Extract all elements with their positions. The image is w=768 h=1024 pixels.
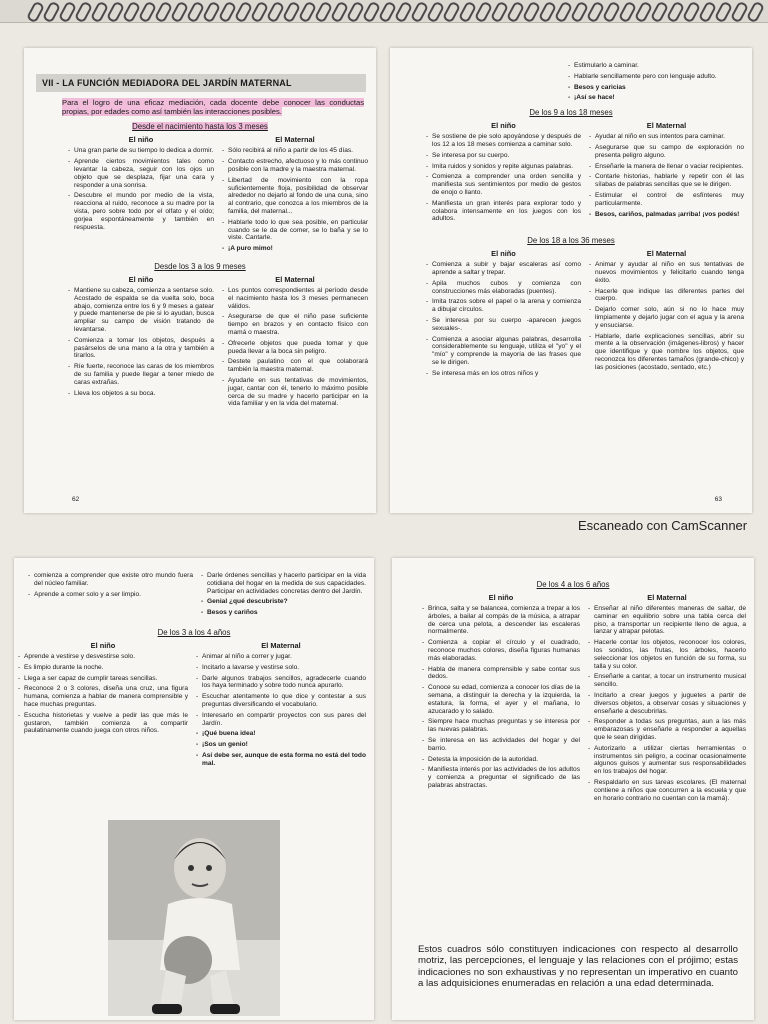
list-item: - Destete paulatino con el que colaborará también la maestra maternal.	[222, 358, 368, 374]
age-range-heading: De los 3 a los 4 años	[157, 627, 231, 637]
column-header-nino: El niño	[488, 593, 514, 602]
maternal-list	[589, 261, 744, 371]
list-item: - Aprende ciertos movimientos tales como levantar la cabeza, seguir con los ojos un objeto que se desplaza, fijar una cara y responder a una sonrisa.	[68, 158, 214, 189]
column-header-nino: El niño	[128, 135, 154, 145]
age-range-heading: Desde el nacimiento hasta los 3 meses	[132, 122, 268, 132]
list-item: - Interesarlo en compartir proyectos con sus pares del Jardín.	[196, 712, 366, 728]
list-item: - Comienza a comprender una orden sencilla y manifiesta sus sentimientos por medio de gestos de enojo o llanto.	[426, 173, 581, 196]
spiral-ring	[58, 1, 77, 23]
list-item: - Hablarle todo lo que sea posible, en particular cuando se le da de comer, se lo baña y se lo viste. Cantarle.	[222, 219, 368, 242]
nino-list	[18, 653, 188, 735]
list-item: - Besos y caricias	[568, 84, 738, 92]
list-item: - Detesta la imposición de la autoridad.	[422, 756, 580, 764]
spiral-ring	[122, 1, 141, 23]
column-header-nino: El niño	[90, 640, 116, 650]
spiral-ring	[586, 1, 605, 23]
two-column-table	[390, 249, 752, 380]
list-item: - Mantiene su cabeza, comienza a sentarse solo. Acostado de espalda se da vuelta solo, boca abajo, comienza entre los 6 y 9 meses a gatear y puede mantenerse de pie si lo ayudan, busca ampliar su campo de visión tratando de levantarse.	[68, 287, 214, 334]
list-item: - Apila muchos cubos y comienza con construcciones más elaboradas (puentes).	[426, 280, 581, 296]
list-item: - comienza a comprender que existe otro mundo fuera del núcleo familiar.	[28, 572, 193, 588]
list-item: - Imita trazos sobre el papel o la arena y comienza a dibujar círculos.	[426, 298, 581, 314]
spiral-ring	[154, 1, 173, 23]
column-header-maternal: El Maternal	[646, 121, 687, 131]
list-item: - Aprende a comer solo y a ser limpio.	[28, 591, 193, 599]
list-item: - Ofrecerle objetos que pueda tomar y que pueda llevar a la boca sin peligro.	[222, 340, 368, 356]
list-item: - Comienza a copiar el círculo y el cuadrado, reconoce muchos colores, diseña figuras humanas más elaboradas.	[422, 639, 580, 662]
page-64	[14, 558, 374, 1020]
list-item: - Asegurarse que su campo de exploración no presenta peligro alguno.	[589, 144, 744, 160]
age-range-heading: De los 9 a los 18 meses	[529, 108, 613, 118]
two-column-table	[390, 121, 752, 226]
column-header-nino: El niño	[491, 249, 516, 259]
list-item: - Genial ¿qué descubriste?	[201, 598, 366, 606]
spiral-ring	[666, 1, 685, 23]
spiral-ring	[714, 1, 733, 23]
list-item: - Darle órdenes sencillas y hacerlo participar en la vida cotidiana del hogar en la medida de sus capacidades. Participar en actividades concretas dentro del Jardín.	[201, 572, 366, 595]
maternal-list	[589, 133, 744, 218]
maternal-column	[196, 641, 366, 771]
maternal-list	[201, 572, 366, 617]
list-item: - Darle algunos trabajos sencillos, agradecerle cuando los haya terminado y sobre todo nunca apurarlo.	[196, 675, 366, 691]
list-item: - Ayudar al niño en sus intentos para caminar.	[589, 133, 744, 141]
spiral-ring	[554, 1, 573, 23]
list-item: - Se sostiene de pie solo apoyándose y después de los 12 a los 18 meses comienza a caminar solo.	[426, 133, 581, 149]
list-item: - Conoce su edad, comienza a conocer los días de la semana, a distinguir la derecha y la izquierda, la estatura, la forma, el ayer y el mañana, lo azucarado y lo salado.	[422, 684, 580, 715]
maternal-list	[222, 287, 368, 408]
list-item: - Comienza a subir y bajar escaleras así como aprende a saltar y trepar.	[426, 261, 581, 277]
nino-list	[28, 572, 193, 598]
spiral-ring	[170, 1, 189, 23]
spiral-ring	[298, 1, 317, 23]
column-header-nino: El niño	[491, 121, 516, 131]
spiral-ring	[362, 1, 381, 23]
maternal-column	[222, 275, 368, 411]
nino-column	[28, 572, 193, 620]
nino-list	[426, 133, 581, 223]
two-column-table	[392, 593, 754, 805]
maternal-list	[222, 147, 368, 253]
two-column-table	[14, 641, 374, 771]
spiral-ring	[570, 1, 589, 23]
closing-paragraph: Estos cuadros sólo constituyen indicaciones con respecto al desarrollo motriz, las percepciones, el lenguaje y las relaciones con el prójimo; estas indicaciones no son exhaustivas y no representan un imperativo en cuanto a las adquisiciones enumeradas en relación a una edad determinada.	[418, 943, 738, 990]
list-item: - Escucha historietas y vuelve a pedir las que más le gustaron, también comienza a compartir paulatinamente cuando juega con otros niños.	[18, 712, 188, 735]
column-header-maternal: El Maternal	[261, 640, 301, 650]
spiral-ring	[426, 1, 445, 23]
two-column-table	[24, 135, 376, 256]
spiral-ring	[266, 1, 285, 23]
spiral-ring	[314, 1, 333, 23]
list-item: - Descubre el mundo por medio de la vista, reacciona al ruido, reconoce a su madre por la vista, pero sobre todo por el olfato y el oído; gorjea espontáneamente y también en respuesta.	[68, 192, 214, 231]
list-item: - Animar al niño a correr y jugar.	[196, 653, 366, 661]
list-item: - Estimularlo a caminar.	[568, 62, 738, 70]
spiral-ring	[90, 1, 109, 23]
spiral-ring	[506, 1, 525, 23]
list-item: - Los puntos correspondientes al período desde el nacimiento hasta los 3 meses permanecen válidos.	[222, 287, 368, 310]
spiral-ring	[618, 1, 637, 23]
continued-table	[14, 558, 374, 620]
maternal-column	[589, 249, 744, 380]
section-title: VII - LA FUNCIÓN MEDIADORA DEL JARDÍN MATERNAL	[36, 74, 366, 92]
two-column-table	[24, 275, 376, 411]
age-range-heading: De los 4 a los 6 años	[536, 580, 610, 589]
list-item: - Hacerle contar los objetos, reconocer los colores, los sonidos, las frutas, los árboles, hacerlo seleccionar los objetos en función de su forma, su talla y su color.	[588, 639, 746, 670]
spiral-binding	[0, 0, 768, 23]
list-item: - Escuchar atentamente lo que dice y contestar a sus preguntas diversificando el vocabulario.	[196, 693, 366, 709]
maternal-list	[196, 653, 366, 768]
list-item: - Contarle historias, hablarle y repetir con él las sílabas de palabras sencillas que se le dirigen.	[589, 173, 744, 189]
list-item: - Comienza a asociar algunas palabras, desarrolla considerablemente su lenguaje, utiliza el "yo" y el "mío" y comprende la mayoría de las frases que se le dirigen.	[426, 336, 581, 367]
nino-column	[426, 249, 581, 380]
list-item: - Incitarlo a crear juegos y juguetes a partir de diversos objetos, a observar cosas y situaciones y enseñarle a descubrirlas.	[588, 692, 746, 715]
list-item: - Una gran parte de su tiempo lo dedica a dormir.	[68, 147, 214, 155]
spiral-ring	[730, 1, 749, 23]
list-item: - Se interesa por su cuerpo -aparecen juegos sexuales-.	[426, 317, 581, 333]
nino-column	[426, 121, 581, 226]
list-item: - Se interesa más en los otros niños y	[426, 370, 581, 378]
nino-column	[422, 593, 580, 805]
list-item: - Se interesa por su cuerpo.	[426, 152, 581, 160]
page-62	[24, 48, 376, 513]
spiral-ring	[42, 1, 61, 23]
page-number: 63	[714, 496, 722, 503]
spiral-ring	[138, 1, 157, 23]
list-item: - Contacto estrecho, afectuoso y lo más continuo posible con la madre y la maestra maternal.	[222, 158, 368, 174]
nino-column	[18, 641, 188, 771]
list-item: - Hablarle, darle explicaciones sencillas, abrir su mente a la observación (imágenes-libros) y hacer que identifique y que nombre los objetos, que reconozca los diferentes tamaños (grande-chico) y las posiciones (acostado, sentado, etc.)	[589, 333, 744, 372]
nino-column	[68, 275, 214, 411]
spiral-ring	[106, 1, 125, 23]
list-item: - Reconoce 2 o 3 colores, diseña una cruz, una figura humana, comienza a hablar de manera comprensible y hace muchas preguntas.	[18, 685, 188, 708]
list-item: - Manifiesta interés por las actividades de los adultos y comienza a preguntar el significado de las palabras abstractas.	[422, 766, 580, 789]
spiral-ring	[330, 1, 349, 23]
spiral-ring	[394, 1, 413, 23]
spiral-ring	[442, 1, 461, 23]
page-number: 62	[72, 496, 80, 503]
spiral-ring	[490, 1, 509, 23]
list-item: - Hacerle que indique las diferentes partes del cuerpo.	[589, 288, 744, 304]
spiral-ring	[698, 1, 717, 23]
list-item: - Asegurarse de que el niño pase suficiente tiempo en brazos y en contacto físico con mamá o maestra.	[222, 313, 368, 336]
maternal-column	[588, 593, 746, 805]
list-item: - Manifiesta un gran interés para explorar todo y colabora intensamente en los juegos con los adultos.	[426, 200, 581, 223]
column-header-maternal: El Maternal	[646, 249, 687, 259]
list-item: - Comienza a tomar los objetos, después a pasárselos de una mano a la otra y también a tirarlos.	[68, 337, 214, 360]
spiral-ring	[202, 1, 221, 23]
spiral-ring	[522, 1, 541, 23]
spiral-ring	[250, 1, 269, 23]
list-item: - ¡Qué buena idea!	[196, 730, 366, 738]
nino-list	[426, 261, 581, 377]
list-item: - Sólo recibirá al niño a partir de los 45 días.	[222, 147, 368, 155]
spiral-ring	[282, 1, 301, 23]
age-range-heading: Desde los 3 a los 9 meses	[154, 261, 246, 271]
list-item: - Respaldarlo en sus tareas escolares. (El maternal contiene a niños que concurren a la escuela y que en horario contrario no cuentan con la mamá).	[588, 779, 746, 802]
spiral-ring	[602, 1, 621, 23]
spiral-ring	[746, 1, 765, 23]
list-item: - Siempre hace muchas preguntas y se interesa por las nuevas palabras.	[422, 718, 580, 734]
intro-paragraph: Para el logro de una eficaz mediación, cada docente debe conocer las conductas propias, por edades como así también las interacciones posibles.	[62, 98, 364, 117]
spiral-ring	[410, 1, 429, 23]
list-item: - ¡A puro mimo!	[222, 245, 368, 253]
list-item: - Imita ruidos y sonidos y repite algunas palabras.	[426, 163, 581, 171]
maternal-column	[201, 572, 366, 620]
spiral-ring	[218, 1, 237, 23]
continued-maternal-list	[568, 62, 738, 102]
spiral-ring	[378, 1, 397, 23]
list-item: - Enseñarle la manera de llenar o vaciar recipientes.	[589, 163, 744, 171]
list-item: - Dejarlo comer solo, aún si no lo hace muy limpiamente y dejarlo jugar con el agua y la arena y ensuciarse.	[589, 306, 744, 329]
spiral-ring	[458, 1, 477, 23]
page-65	[392, 558, 754, 1020]
list-item: - Es limpio durante la noche.	[18, 664, 188, 672]
maternal-column	[222, 135, 368, 256]
list-item: - Animar y ayudar al niño en sus tentativas de nuevos movimientos y felicitarlo cuando tenga éxito.	[589, 261, 744, 284]
maternal-list	[588, 605, 746, 802]
list-item: - ¡Así se hace!	[568, 94, 738, 102]
spiral-ring	[186, 1, 205, 23]
list-item: - Aprende a vestirse y desvestirse solo.	[18, 653, 188, 661]
maternal-column	[589, 121, 744, 226]
spiral-ring	[682, 1, 701, 23]
column-header-maternal: El Maternal	[275, 135, 315, 145]
list-item: - Ríe fuerte, reconoce las caras de los miembros de su familia y puede llegar a tener miedo de caras extrañas.	[68, 363, 214, 386]
list-item: - Estimular el control de esfínteres muy particularmente.	[589, 192, 744, 208]
list-item: - Así debe ser, aunque de esta forma no está del todo mal.	[196, 752, 366, 768]
list-item: - ¡Sos un genio!	[196, 741, 366, 749]
list-item: - Besos y cariños	[201, 609, 366, 617]
list-item: - Ayudarle en sus tentativas de movimientos, jugar, cantar con él, tenerlo lo máximo posible cerca de su madre y hacerlo participar en la vida familiar y en la vida del maternal.	[222, 377, 368, 408]
list-item: - Besos, cariños, palmadas ¡arriba! ¡vos podés!	[589, 211, 744, 219]
nino-list	[422, 605, 580, 790]
list-item: - Enseñarle a cantar, a tocar un instrumento musical sencillo.	[588, 673, 746, 689]
list-item: - Incitarlo a lavarse y vestirse solo.	[196, 664, 366, 672]
page-63	[390, 48, 752, 513]
list-item: - Responder a todas sus preguntas, aun a las más embarazosas y enseñarle a responder a aquellas que le sean dirigidas.	[588, 718, 746, 741]
list-item: - Habla de manera comprensible y sabe contar sus dedos.	[422, 666, 580, 682]
list-item: - Lleva los objetos a su boca.	[68, 390, 214, 398]
spiral-ring	[538, 1, 557, 23]
scanner-watermark: Escaneado con CamScanner	[578, 518, 748, 533]
column-header-maternal: El Maternal	[275, 274, 315, 284]
list-item: - Autorizarlo a utilizar ciertas herramientas o instrumentos sin peligro, a cocinar ocasionalmente algunos guisos y aumentar sus responsabilidades en los trabajos del hogar.	[588, 745, 746, 776]
list-item: - Libertad de movimiento con la ropa suficientemente floja, posibilidad de observar alrededor no dejarlo al fondo de una cuna, sino al contrario, que conozca a los miembros de la familia, del maternal...	[222, 177, 368, 216]
list-item: - Llega a ser capaz de cumplir tareas sencillas.	[18, 675, 188, 683]
spiral-ring	[634, 1, 653, 23]
nino-column	[68, 135, 214, 256]
spiral-ring	[26, 1, 45, 23]
column-header-maternal: El Maternal	[647, 593, 687, 602]
spiral-ring	[234, 1, 253, 23]
list-item: - Brinca, salta y se balancea, comienza a trepar a los árboles, a bailar al compás de la música, a atrapar de cerca una pelota, a descender las escaleras normalmente.	[422, 605, 580, 636]
nino-list	[68, 287, 214, 397]
nino-list	[68, 147, 214, 231]
list-item: - Se interesa en las actividades del hogar y del barrio.	[422, 737, 580, 753]
child-photo	[108, 820, 280, 1016]
list-item: - Enseñar al niño diferentes maneras de saltar, de caminar en equilibrio sobre una tabla cerca del piso, a transportar un recipiente lleno de agua, a lanzar y atrapar pelotas.	[588, 605, 746, 636]
spiral-ring	[74, 1, 93, 23]
spiral-ring	[346, 1, 365, 23]
spiral-ring	[474, 1, 493, 23]
spiral-ring	[650, 1, 669, 23]
age-range-heading: De los 18 a los 36 meses	[527, 236, 615, 246]
column-header-nino: El niño	[128, 274, 154, 284]
list-item: - Hablarle sencillamente pero con lenguaje adulto.	[568, 73, 738, 81]
